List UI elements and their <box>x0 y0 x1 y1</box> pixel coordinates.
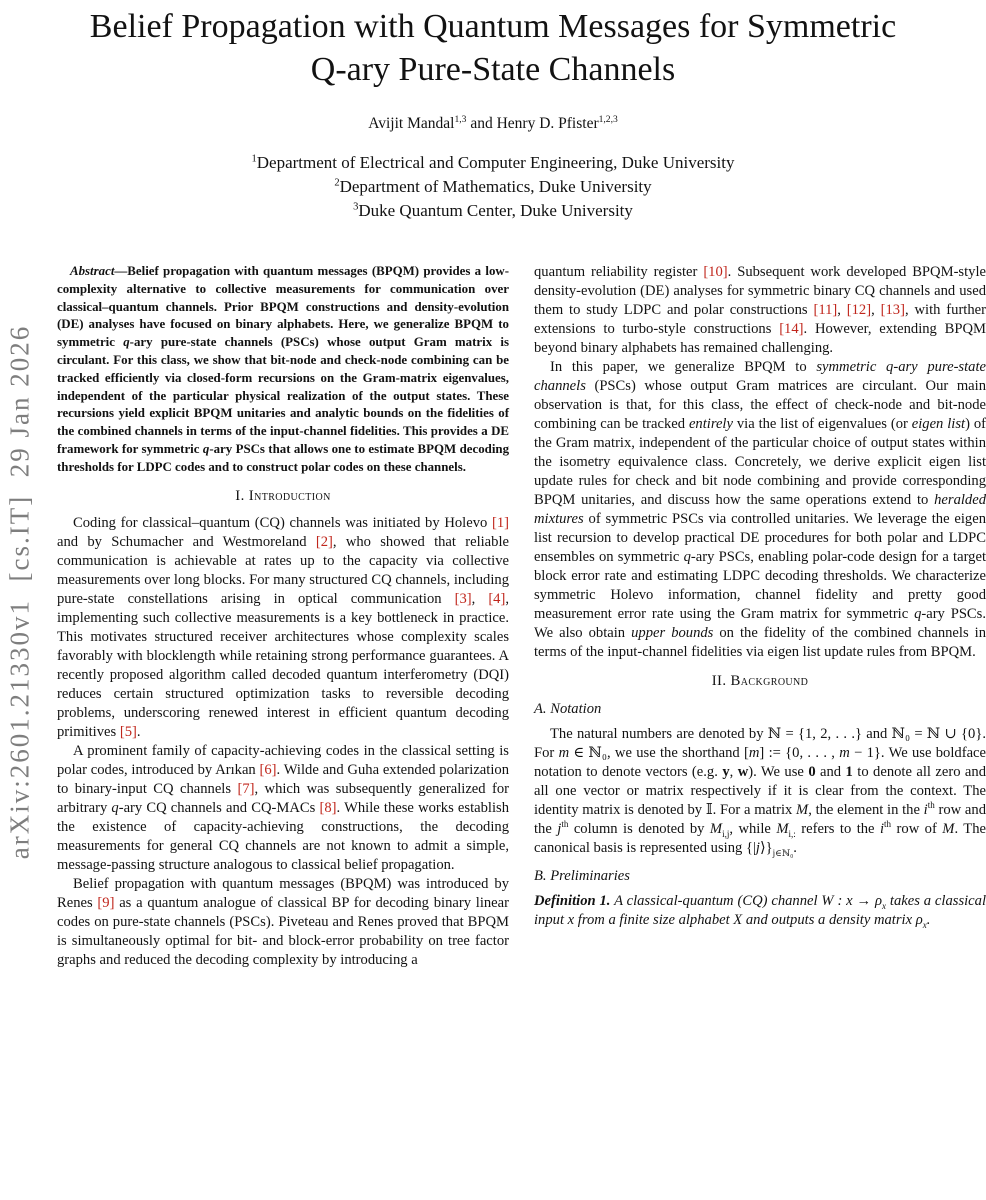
citation-link[interactable]: [4] <box>488 590 506 607</box>
paper-header <box>0 0 986 223</box>
citation-link[interactable]: [14] <box>779 321 804 337</box>
citation-link[interactable]: [11] <box>813 302 838 318</box>
affiliation-line: $^3$Duke Quantum Center, Duke University <box>353 201 633 220</box>
subsection-heading-preliminaries: B. Preliminaries <box>534 868 630 884</box>
authors-line: Avijit Mandal$^{1,3}$ and Henry D. Pfister$^{1,2,3}$ <box>368 113 618 132</box>
citation-link[interactable]: [2] <box>315 533 333 550</box>
definition-1-paragraph: Definition 1. A classical-quantum (CQ) channel W : $x \to \rho_x$ takes a classical input x from a finite size alphabet X and outputs a density matrix $\rho_x$. <box>534 893 986 930</box>
intro-paragraph-2: A prominent family of capacity-achieving codes in the classical setting is polar codes, introduced by Arıkan [6]. Wilde and Guha extended polarization to binary-input CQ channels [7], which was subsequently generalized for arbitrary q-ary CQ channels and CQ-MACs [8]. While these works establish the existence of capacity-achieving constructions, the decoding measurements for general CQ channels are not known to admit a simple, message-passing structure analogous to classical belief propagation. <box>57 742 509 873</box>
citation-link[interactable]: [9] <box>97 894 115 911</box>
citation-link[interactable]: [3] <box>454 590 472 607</box>
citation-link[interactable]: [12] <box>846 302 872 318</box>
affiliations-block <box>0 151 986 223</box>
contributions-paragraph: In this paper, we generalize BPQM to symmetric q-ary pure-state channels (PSCs) whose output Gram matrices are circulant. Our main observation is that, for this class, the effect of check-node and bit-node combining can be tracked entirely via the list of eigenvalues (or eigen list) of the Gram matrix, independent of the particular choice of output states within the isometry equivalence class. Concretely, we derive explicit eigen list update rules for check and bit node combining and provide corresponding BPQM unitaries, and discuss how the same operations extend to heralded mixtures of symmetric PSCs via controlled unitaries. We leverage the eigen list recursion to develop practical DE procedures for both polar and LDPC ensembles on symmetric q-ary PSCs, enabling polar-code design for a target block error rate and estimating LDPC decoding thresholds. We characterize symmetric Holevo information, channel fidelity and pretty good measurement error rate using the Gram matrix for symmetric q-ary PSCs. We also obtain upper bounds on the fidelity of the combined channels in terms of the input-channel fidelities via eigen list update rules from BPQM. <box>534 359 986 660</box>
citation-link[interactable]: [13] <box>880 302 905 318</box>
right-column <box>534 263 986 1193</box>
intro-paragraph-3: Belief propagation with quantum messages (BPQM) was introduced by Renes [9] as a quantum analogue of classical BP for decoding binary linear codes on pure-state channels (PSCs). Piveteau and Renes proved that BPQM is simultaneously optimal for bit- and block-error probability on tree factor graphs and reduced the decoding complexity by introducing a <box>57 875 509 968</box>
affiliation-line: $^2$Department of Mathematics, Duke University <box>334 177 652 196</box>
paper-title: Belief Propagation with Quantum Messages for Symmetric Q-ary Pure-State Channels <box>89 8 897 88</box>
intro-continuation-paragraph: quantum reliability register [10]. Subsequent work developed BPQM-style density-evolution (DE) analyses for symmetric binary CQ channels and used them to study LDPC and polar constructions [11], [12], [13], with further extensions to turbo-style constructions [14]. However, extending BPQM beyond binary alphabets has remained challenging. <box>534 264 986 356</box>
affiliation-line: $^1$Department of Electrical and Computer Engineering, Duke University <box>251 153 735 172</box>
left-column <box>57 263 509 1193</box>
abstract-paragraph: Abstract—Belief propagation with quantum messages (BPQM) provides a low-complexity alternative to collective measurements for communication over classical–quantum channels. Prior BPQM constructions and density-evolution (DE) analyses have focused on binary alphabets. Here, we generalize BPQM to symmetric q-ary pure-state channels (PSCs) whose output Gram matrix is circulant. For this class, we show that bit-node and check-node combining can be tracked efficiently via closed-form recursions on the Gram-matrix eigenvalues, independent of the particular physical realization of the output states. These recursions yield explicit BPQM unitaries and analytic bounds on the fidelities of the combined channels in terms of the input-channel fidelities. This provides a DE framework for symmetric q-ary PSCs that allows one to estimate BPQM decoding thresholds for LDPC codes and to construct polar codes on these channels. <box>57 264 510 474</box>
citation-link[interactable]: [8] <box>319 799 337 816</box>
citation-link[interactable]: [10] <box>703 264 728 280</box>
citation-link[interactable]: [7] <box>237 780 255 797</box>
intro-paragraph-1: Coding for classical–quantum (CQ) channels was initiated by Holevo [1] and by Schumacher and Westmoreland [2], who showed that reliable communication is achievable at rates up to the capacity via collective measurements over long blocks. For many structured CQ channels, including pure-state constellations arising in optical communication [3], [4], implementing such collective measurements is a key bottleneck in practice. This motivates structured receiver architectures whose complexity scales favorably with blocklength while retaining strong performance guarantees. A recently proposed algorithm called decoded quantum interferometry (DQI) reduces certain structured optimization tasks to reversible decoding problems, underscoring renewed interest in efficient quantum decoding primitives [5]. <box>57 514 509 740</box>
two-column-body <box>0 263 986 1193</box>
section-heading-background: II. Background <box>711 673 809 689</box>
citation-link[interactable]: [1] <box>491 514 509 531</box>
citation-link[interactable]: [5] <box>119 723 137 740</box>
notation-paragraph: The natural numbers are denoted by ℕ = {1, 2, . . .} and ℕ₀ = ℕ ∪ {0}. For m ∈ ℕ₀, we use the shorthand [m] := {0, . . . , m − 1}. We use boldface notation to denote vectors (e.g. y, w). We use 0 and 1 to denote all zero and all one vector or matrix respectively if it is clear from the context. The identity matrix is denoted by 𝕀. For a matrix M, the element in the $i^{th}$ row and the $j^{th}$ column is denoted by $M_{i,j}$, while $M_{i,:}$ refers to the $i^{th}$ row of M. The canonical basis is represented using $\{|j⟩\}_{j\in ℕ_0}$. <box>534 726 986 858</box>
arxiv-watermark: arXiv:2601.21330v1 [cs.IT] 29 Jan 2026 <box>4 324 35 860</box>
subsection-heading-notation: A. Notation <box>534 701 602 717</box>
citation-link[interactable]: [6] <box>259 761 277 778</box>
section-heading-introduction: I. Introduction <box>235 487 331 504</box>
